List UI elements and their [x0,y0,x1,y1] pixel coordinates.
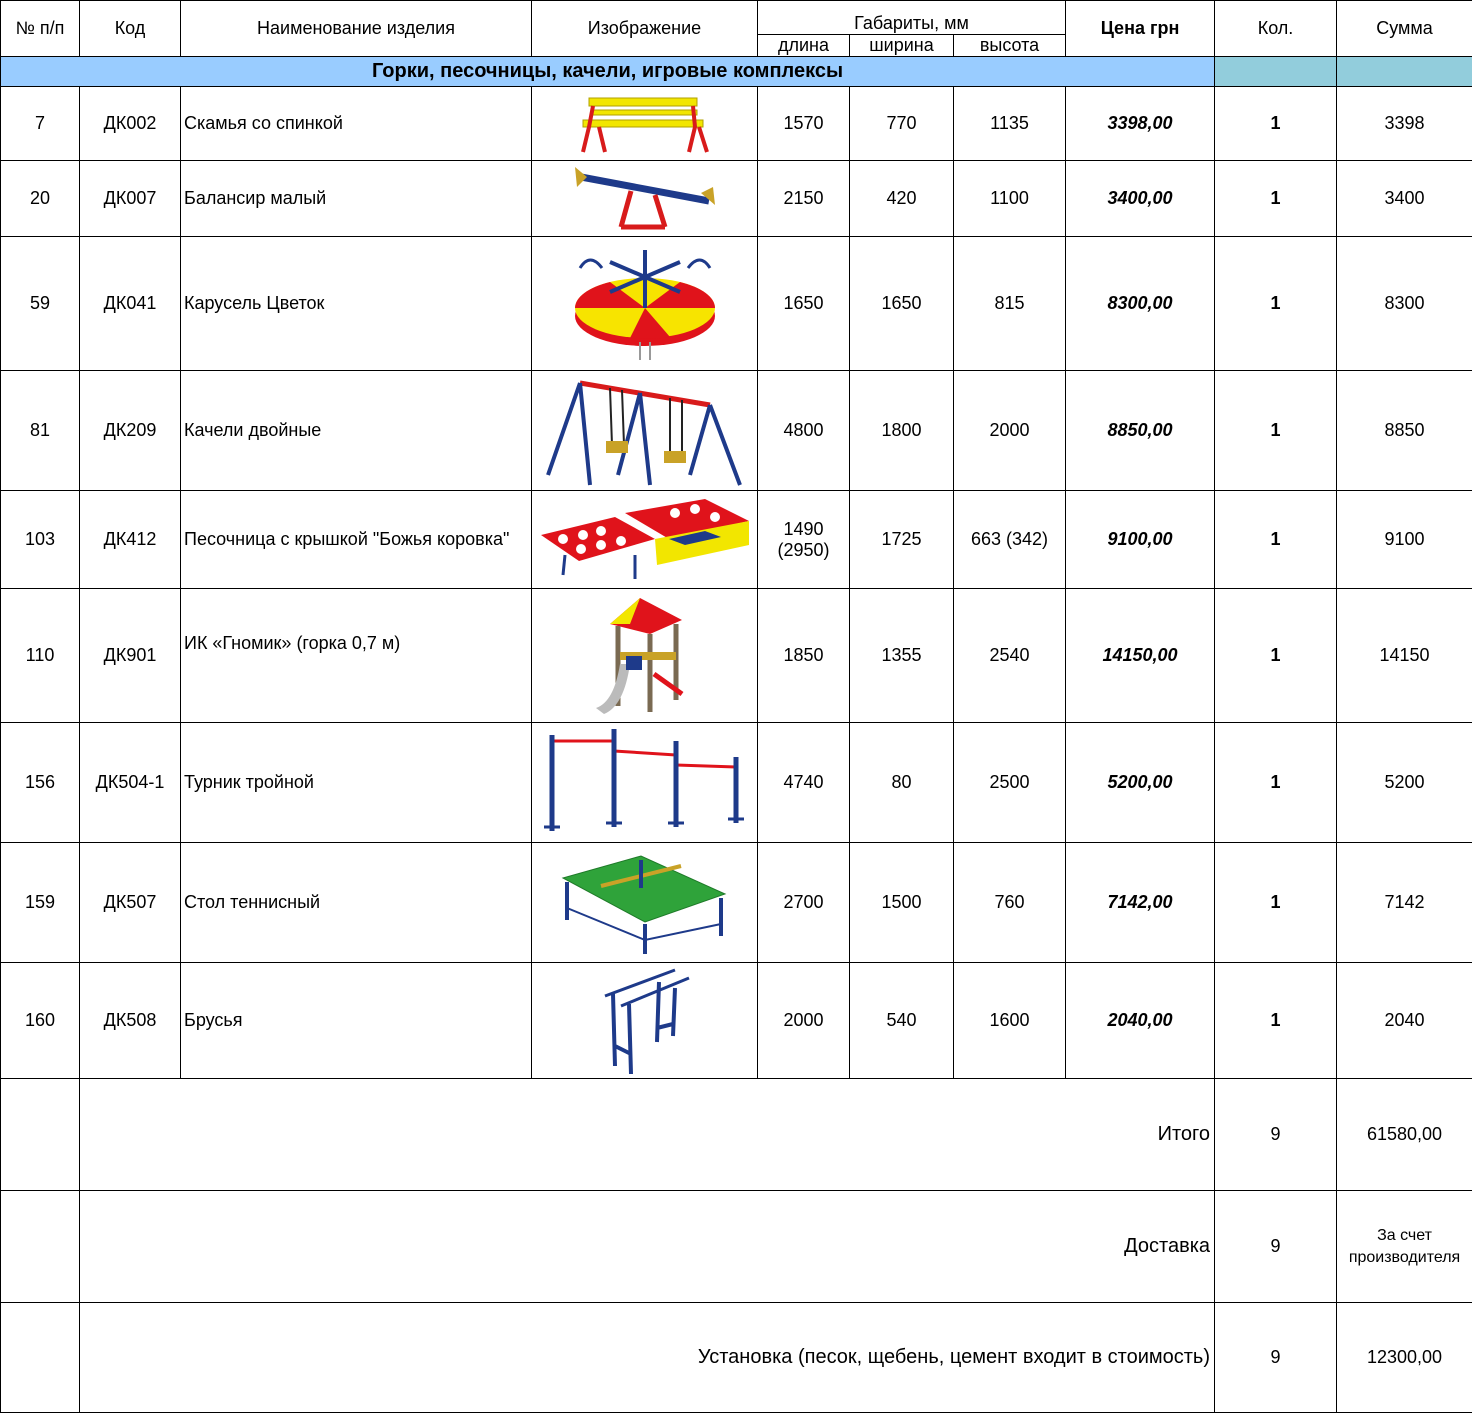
carousel-icon [532,237,758,371]
row-sum: 9100 [1337,491,1472,589]
row-price: 7142,00 [1066,843,1215,963]
row-width: 540 [850,963,954,1079]
install-sum: 12300,00 [1337,1303,1472,1413]
row-length: 4800 [758,371,850,491]
row-code: ДК504-1 [80,723,181,843]
row-height: 663 (342) [954,491,1066,589]
row-num: 160 [1,963,80,1079]
row-width: 1800 [850,371,954,491]
row-width: 1355 [850,589,954,723]
row-qty: 1 [1215,843,1337,963]
row-height: 760 [954,843,1066,963]
row-num: 59 [1,237,80,371]
row-sum: 8300 [1337,237,1472,371]
section-title: Горки, песочницы, качели, игровые комплексы [1,57,1215,87]
sandbox-icon [532,491,758,589]
header-width: ширина [850,35,954,57]
delivery-row [1,1191,1472,1303]
table-row [1,963,1472,1079]
row-code: ДК508 [80,963,181,1079]
delivery-qty: 9 [1215,1191,1337,1303]
row-sum: 3398 [1337,87,1472,161]
table-row [1,237,1472,371]
row-code: ДК002 [80,87,181,161]
row-sum: 8850 [1337,371,1472,491]
header-length: длина [758,35,850,57]
install-row [1,1303,1472,1413]
table-row [1,843,1472,963]
row-length: 2150 [758,161,850,237]
row-qty: 1 [1215,161,1337,237]
row-name: Песочница с крышкой "Божья коровка" [181,491,532,589]
row-num: 7 [1,87,80,161]
row-qty: 1 [1215,371,1337,491]
table-row [1,723,1472,843]
seesaw-icon [532,161,758,237]
row-name: ИК «Гномик» (горка 0,7 м) [181,589,532,723]
header-height: высота [954,35,1066,57]
row-length: 1490 (2950) [758,491,850,589]
swing-icon [532,371,758,491]
delivery-label: Доставка [80,1191,1215,1303]
row-qty: 1 [1215,963,1337,1079]
row-height: 2540 [954,589,1066,723]
row-sum: 14150 [1337,589,1472,723]
row-width: 1500 [850,843,954,963]
row-num: 20 [1,161,80,237]
row-price: 9100,00 [1066,491,1215,589]
row-name: Качели двойные [181,371,532,491]
table-row [1,491,1472,589]
row-length: 4740 [758,723,850,843]
total-label: Итого [80,1079,1215,1191]
row-length: 1650 [758,237,850,371]
row-width: 1725 [850,491,954,589]
row-price: 2040,00 [1066,963,1215,1079]
row-length: 1570 [758,87,850,161]
row-name: Скамья со спинкой [181,87,532,161]
row-code: ДК007 [80,161,181,237]
row-code: ДК209 [80,371,181,491]
header-num: № п/п [1,1,80,57]
row-sum: 7142 [1337,843,1472,963]
row-code: ДК412 [80,491,181,589]
pullup-bar-icon [532,723,758,843]
total-row [1,1079,1472,1191]
row-price: 3400,00 [1066,161,1215,237]
row-height: 1100 [954,161,1066,237]
table-row [1,589,1472,723]
row-num: 156 [1,723,80,843]
install-label: Установка (песок, щебень, цемент входит в стоимость) [80,1303,1215,1413]
row-width: 420 [850,161,954,237]
delivery-sum: За счет производителя [1337,1191,1472,1303]
row-qty: 1 [1215,589,1337,723]
header-sum: Сумма [1337,1,1472,57]
row-price: 8300,00 [1066,237,1215,371]
row-price: 3398,00 [1066,87,1215,161]
row-name: Турник тройной [181,723,532,843]
row-name: Брусья [181,963,532,1079]
row-code: ДК041 [80,237,181,371]
total-qty: 9 [1215,1079,1337,1191]
row-price: 14150,00 [1066,589,1215,723]
playhouse-icon [532,589,758,723]
row-num: 159 [1,843,80,963]
row-sum: 2040 [1337,963,1472,1079]
table-row [1,371,1472,491]
row-length: 1850 [758,589,850,723]
row-sum: 5200 [1337,723,1472,843]
row-num: 81 [1,371,80,491]
section-qty-cell [1215,57,1337,87]
row-code: ДК901 [80,589,181,723]
row-height: 1135 [954,87,1066,161]
row-height: 2000 [954,371,1066,491]
row-length: 2700 [758,843,850,963]
table-tennis-icon [532,843,758,963]
header-dims: Габариты, мм [758,1,1066,35]
row-price: 8850,00 [1066,371,1215,491]
row-qty: 1 [1215,237,1337,371]
section-sum-cell [1337,57,1472,87]
row-name: Карусель Цветок [181,237,532,371]
row-height: 815 [954,237,1066,371]
total-sum: 61580,00 [1337,1079,1472,1191]
header-name: Наименование изделия [181,1,532,57]
row-qty: 1 [1215,491,1337,589]
row-num: 110 [1,589,80,723]
row-name: Балансир малый [181,161,532,237]
row-price: 5200,00 [1066,723,1215,843]
table-row [1,87,1472,161]
row-length: 2000 [758,963,850,1079]
row-sum: 3400 [1337,161,1472,237]
header-qty: Кол. [1215,1,1337,57]
header-code: Код [80,1,181,57]
row-height: 1600 [954,963,1066,1079]
parallel-bars-icon [532,963,758,1079]
row-width: 770 [850,87,954,161]
row-height: 2500 [954,723,1066,843]
row-code: ДК507 [80,843,181,963]
row-width: 1650 [850,237,954,371]
row-width: 80 [850,723,954,843]
header-image: Изображение [532,1,758,57]
table-row [1,161,1472,237]
row-qty: 1 [1215,87,1337,161]
header-price: Цена грн [1066,1,1215,57]
install-qty: 9 [1215,1303,1337,1413]
row-qty: 1 [1215,723,1337,843]
row-num: 103 [1,491,80,589]
bench-icon [532,87,758,161]
row-name: Стол теннисный [181,843,532,963]
